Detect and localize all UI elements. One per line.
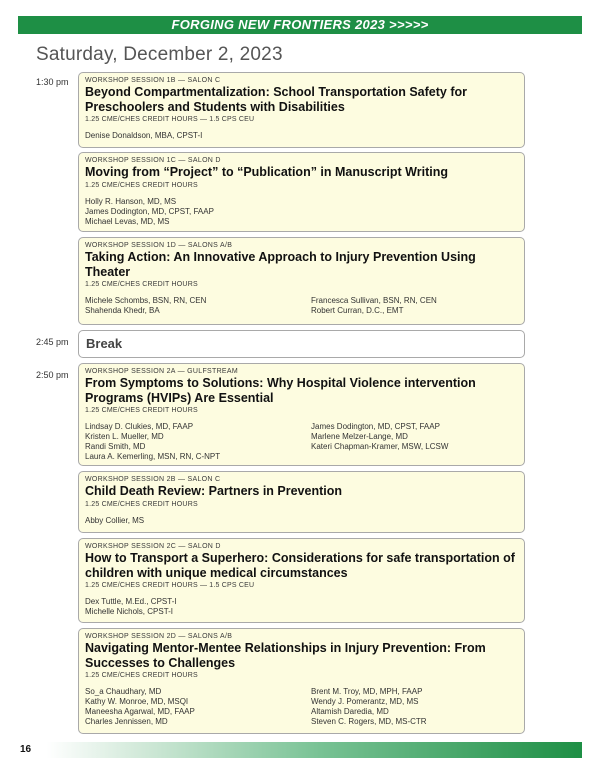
- session-title: How to Transport a Superhero: Considerations for safe transportation of children with unique medical circumstances: [85, 551, 515, 580]
- speaker-list: [85, 687, 518, 727]
- time-slot-1: 1:30 pm: [36, 77, 69, 87]
- speaker: Michele Schombs, BSN, RN, CEN: [85, 296, 207, 305]
- speaker: Dex Tuttle, M.Ed., CPST-I: [85, 597, 177, 606]
- session-label: WORKSHOP SESSION 1C — SALON D: [85, 157, 221, 164]
- session-title: Moving from “Project” to “Publication” in Manuscript Writing: [85, 165, 448, 179]
- session-label: WORKSHOP SESSION 2A — GULFSTREAM: [85, 368, 239, 375]
- speaker: Kristen L. Mueller, MD: [85, 432, 164, 441]
- speaker-column-left: [85, 422, 311, 462]
- session-card-2c: [78, 538, 525, 623]
- speaker-column-right: [311, 296, 521, 316]
- speaker-list: [85, 131, 518, 141]
- session-label: WORKSHOP SESSION 1B — SALON C: [85, 77, 221, 84]
- session-title: Taking Action: An Innovative Approach to Injury Prevention Using Theater: [85, 250, 476, 279]
- speaker: Denise Donaldson, MBA, CPST-I: [85, 131, 203, 140]
- speaker: Laura A. Kemerling, MSN, RN, C-NPT: [85, 452, 221, 461]
- speaker: Maneesha Agarwal, MD, FAAP: [85, 707, 195, 716]
- session-credits: 1.25 CME/CHES CREDIT HOURS: [85, 281, 198, 288]
- speaker-list: [85, 296, 518, 316]
- break-title: Break: [86, 336, 123, 351]
- session-label: WORKSHOP SESSION 2D — SALONS A/B: [85, 633, 233, 640]
- session-card-2d: [78, 628, 525, 734]
- session-label: WORKSHOP SESSION 2B — SALON C: [85, 476, 221, 483]
- speaker-list: [85, 516, 518, 526]
- speaker: Abby Collier, MS: [85, 515, 145, 525]
- speaker: Altamish Daredia, MD: [311, 707, 389, 716]
- break-card: [78, 330, 525, 358]
- speaker-list: [85, 197, 518, 227]
- speaker: Steven C. Rogers, MD, MS-CTR: [311, 717, 427, 726]
- speaker-list: [85, 422, 518, 462]
- session-title: Child Death Review: Partners in Prevention: [85, 484, 343, 498]
- session-credits: 1.25 CME/CHES CREDIT HOURS: [85, 672, 198, 679]
- speaker: Holly R. Hanson, MD, MS: [85, 196, 177, 206]
- speaker: Charles Jennissen, MD: [85, 717, 168, 726]
- speaker: Michelle Nichols, CPST-I: [85, 607, 174, 616]
- speaker: Kathy W. Monroe, MD, MSQI: [85, 697, 189, 706]
- session-card-1b: [78, 72, 525, 148]
- footer-gradient-bar: [0, 742, 582, 758]
- session-credits: 1.25 CME/CHES CREDIT HOURS — 1.5 CPS CEU: [85, 582, 255, 589]
- speaker-column-right: [311, 687, 521, 727]
- session-credits: 1.25 CME/CHES CREDIT HOURS — 1.5 CPS CEU: [85, 116, 255, 123]
- session-card-1c: [78, 152, 525, 232]
- speaker: Robert Curran, D.C., EMT: [311, 306, 404, 315]
- speaker: Randi Smith, MD: [85, 442, 146, 451]
- session-title: From Symptoms to Solutions: Why Hospital Violence intervention Programs (HVIPs) Are Essential: [85, 376, 476, 405]
- speaker: James Dodington, MD, CPST, FAAP: [85, 206, 214, 216]
- session-title: Beyond Compartmentalization: School Transportation Safety for Preschoolers and Students with Disabilities: [85, 85, 467, 114]
- speaker-column-right: [311, 422, 521, 462]
- speaker: So_a Chaudhary, MD: [85, 687, 162, 696]
- session-label: WORKSHOP SESSION 1D — SALONS A/B: [85, 242, 233, 249]
- session-card-2b: [78, 471, 525, 533]
- speaker: Shahenda Khedr, BA: [85, 306, 160, 315]
- speaker: Lindsay D. Clukies, MD, FAAP: [85, 422, 194, 431]
- speaker-list: [85, 597, 518, 617]
- time-slot-2: 2:45 pm: [36, 337, 69, 347]
- speaker: Michael Levas, MD, MS: [85, 216, 170, 226]
- session-credits: 1.25 CME/CHES CREDIT HOURS: [85, 407, 198, 414]
- speaker: Wendy J. Pomerantz, MD, MS: [311, 697, 419, 706]
- speaker: Kateri Chapman-Kramer, MSW, LCSW: [311, 442, 449, 451]
- speaker: Marlene Melzer-Lange, MD: [311, 432, 408, 441]
- date-heading: Saturday, December 2, 2023: [36, 44, 283, 65]
- session-label: WORKSHOP SESSION 2C — SALON D: [85, 543, 221, 550]
- speaker-column-left: [85, 687, 311, 727]
- speaker: Francesca Sullivan, BSN, RN, CEN: [311, 296, 437, 305]
- page-banner: FORGING NEW FRONTIERS 2023 >>>>>: [18, 16, 582, 34]
- session-credits: 1.25 CME/CHES CREDIT HOURS: [85, 181, 198, 189]
- session-card-1d: [78, 237, 525, 325]
- speaker: James Dodington, MD, CPST, FAAP: [311, 422, 440, 431]
- speaker-column-left: [85, 296, 311, 316]
- speaker: Brent M. Troy, MD, MPH, FAAP: [311, 687, 423, 696]
- session-card-2a: [78, 363, 525, 466]
- session-credits: 1.25 CME/CHES CREDIT HOURS: [85, 500, 198, 508]
- time-slot-3: 2:50 pm: [36, 370, 69, 380]
- session-title: Navigating Mentor-Mentee Relationships in Injury Prevention: From Successes to Challenges: [85, 641, 486, 670]
- page-number: 16: [20, 744, 32, 755]
